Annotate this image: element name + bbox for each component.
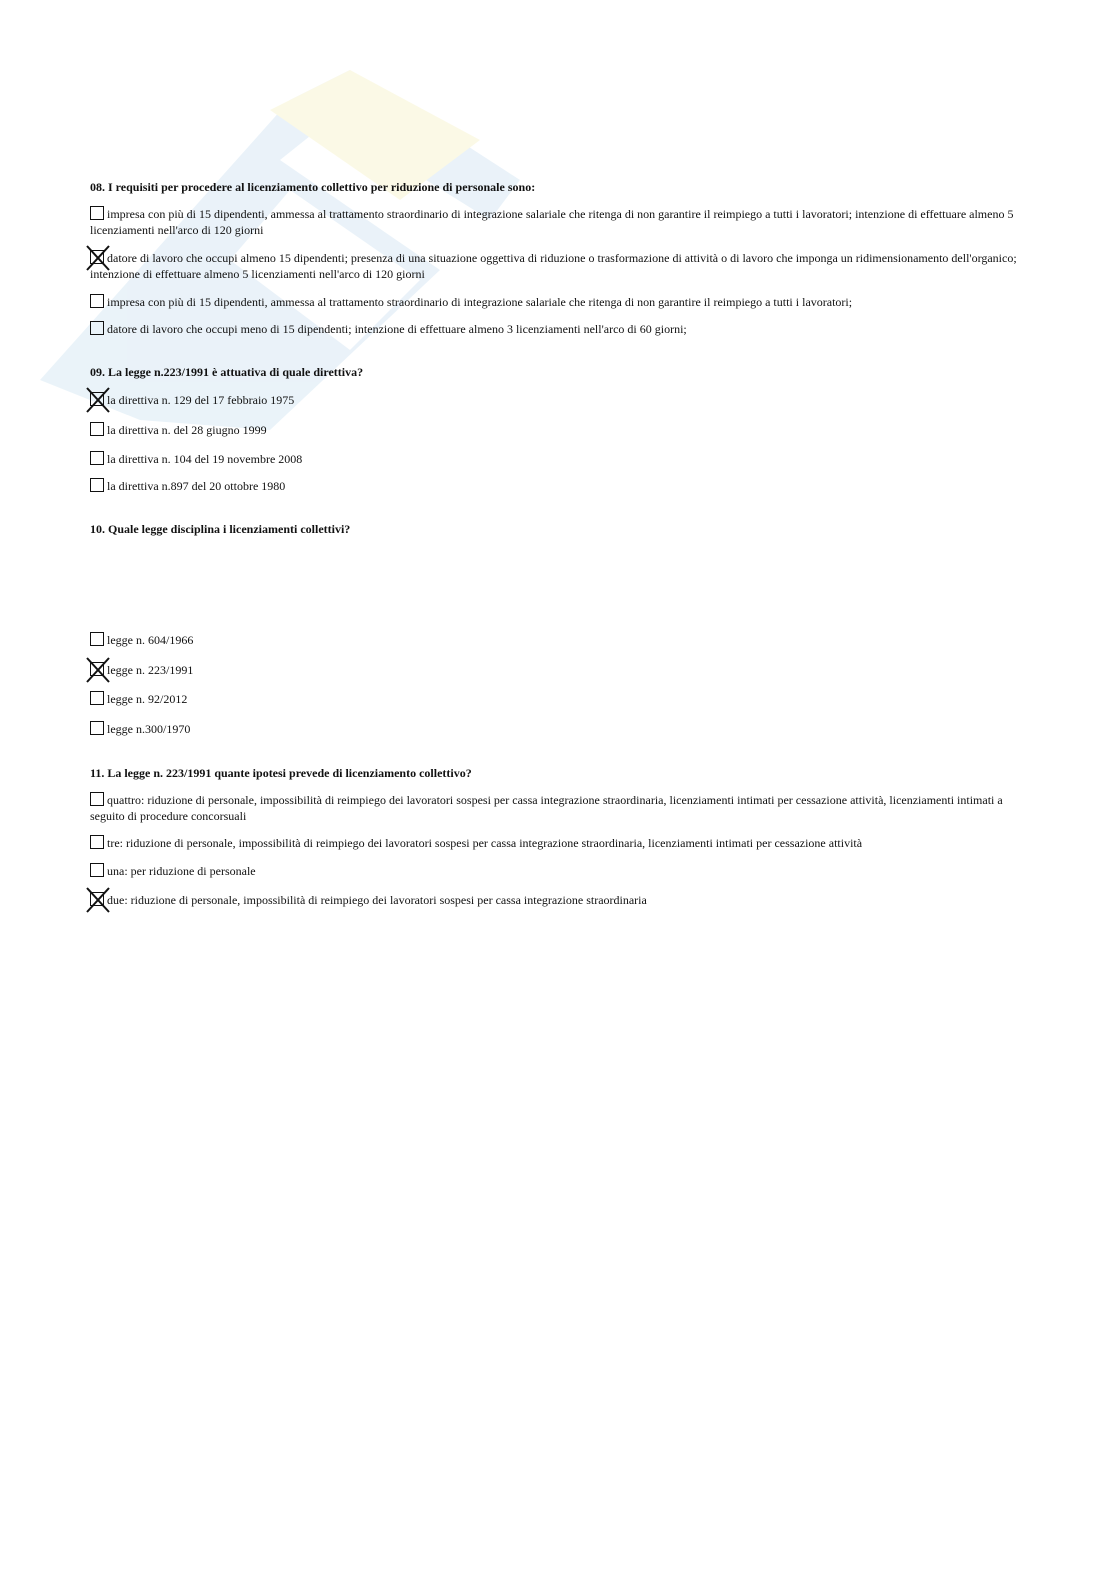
cross-mark-icon xyxy=(86,245,110,271)
option-11-d xyxy=(90,892,1030,908)
checkbox-checked[interactable] xyxy=(90,250,104,264)
option-label: legge n. 604/1966 xyxy=(107,633,194,647)
option-11-c xyxy=(90,863,1030,879)
option-09-b xyxy=(90,422,1030,438)
option-label: impresa con più di 15 dipendenti, ammessa al trattamento straordinario di integrazione salariale che ritenga di non garantire il reimpiego a tutti i lavoratori; intenzione di effettuare almeno 5 licenziamenti nell'arco di 120 giorni xyxy=(90,207,1014,237)
option-label: impresa con più di 15 dipendenti, ammessa al trattamento straordinario di integrazione salariale che ritenga di non garantire il reimpiego a tutti i lavoratori; xyxy=(107,295,853,309)
checkbox-checked[interactable] xyxy=(90,892,104,906)
option-10-d xyxy=(90,721,1030,737)
checkbox[interactable] xyxy=(90,691,104,705)
option-label: la direttiva n. del 28 giugno 1999 xyxy=(107,423,267,437)
option-09-c xyxy=(90,451,1030,467)
option-08-c xyxy=(90,294,1030,310)
option-label: datore di lavoro che occupi meno di 15 dipendenti; intenzione di effettuare almeno 3 licenziamenti nell'arco di 60 giorni; xyxy=(107,322,687,336)
question-09: 09. La legge n.223/1991 è attuativa di quale direttiva? xyxy=(90,365,364,379)
checkbox[interactable] xyxy=(90,451,104,465)
checkbox[interactable] xyxy=(90,835,104,849)
cross-mark-icon xyxy=(86,657,110,683)
option-11-a xyxy=(90,792,1030,824)
option-label: legge n. 92/2012 xyxy=(107,692,188,706)
question-10: 10. Quale legge disciplina i licenziamenti collettivi? xyxy=(90,522,351,536)
option-label: la direttiva n.897 del 20 ottobre 1980 xyxy=(107,479,286,493)
option-label: legge n. 223/1991 xyxy=(107,663,194,677)
option-08-a xyxy=(90,206,1030,238)
option-10-b xyxy=(90,662,1030,678)
option-label: una: per riduzione di personale xyxy=(107,864,256,878)
checkbox-checked[interactable] xyxy=(90,662,104,676)
checkbox[interactable] xyxy=(90,478,104,492)
checkbox[interactable] xyxy=(90,632,104,646)
checkbox[interactable] xyxy=(90,206,104,220)
option-label: tre: riduzione di personale, impossibilità di reimpiego dei lavoratori sospesi per cassa integrazione straordinaria, licenziamenti intimati per cessazione attività xyxy=(107,836,863,850)
option-label: la direttiva n. 129 del 17 febbraio 1975 xyxy=(107,393,295,407)
cross-mark-icon xyxy=(86,887,110,913)
question-11: 11. La legge n. 223/1991 quante ipotesi prevede di licenziamento collettivo? xyxy=(90,766,472,780)
checkbox[interactable] xyxy=(90,792,104,806)
checkbox[interactable] xyxy=(90,321,104,335)
option-08-d xyxy=(90,321,1030,337)
checkbox[interactable] xyxy=(90,721,104,735)
checkbox[interactable] xyxy=(90,863,104,877)
option-10-c xyxy=(90,691,1030,707)
option-11-b xyxy=(90,835,1030,851)
checkbox[interactable] xyxy=(90,294,104,308)
cross-mark-icon xyxy=(86,387,110,413)
option-label: due: riduzione di personale, impossibilità di reimpiego dei lavoratori sospesi per cassa integrazione straordinaria xyxy=(107,893,647,907)
option-08-b xyxy=(90,250,1030,282)
option-10-a xyxy=(90,632,1030,648)
checkbox-checked[interactable] xyxy=(90,392,104,406)
option-label: datore di lavoro che occupi almeno 15 dipendenti; presenza di una situazione oggettiva di riduzione o trasformazione di attività o di lavoro che imponga un ridimensionamento dell'organico; intenzione di effettuare almeno 5 licenziamenti nell'arco di 120 giorni xyxy=(90,251,1017,281)
option-09-a xyxy=(90,392,1030,408)
option-label: quattro: riduzione di personale, impossibilità di reimpiego dei lavoratori sospesi per cassa integrazione straordinaria, licenziamenti intimati per cessazione attività, licenziamenti intimati a seguito di procedure concorsuali xyxy=(90,793,1003,823)
option-09-d xyxy=(90,478,1030,494)
option-label: la direttiva n. 104 del 19 novembre 2008 xyxy=(107,452,303,466)
option-label: legge n.300/1970 xyxy=(107,722,191,736)
checkbox[interactable] xyxy=(90,422,104,436)
question-08: 08. I requisiti per procedere al licenziamento collettivo per riduzione di personale sono: xyxy=(90,180,536,194)
